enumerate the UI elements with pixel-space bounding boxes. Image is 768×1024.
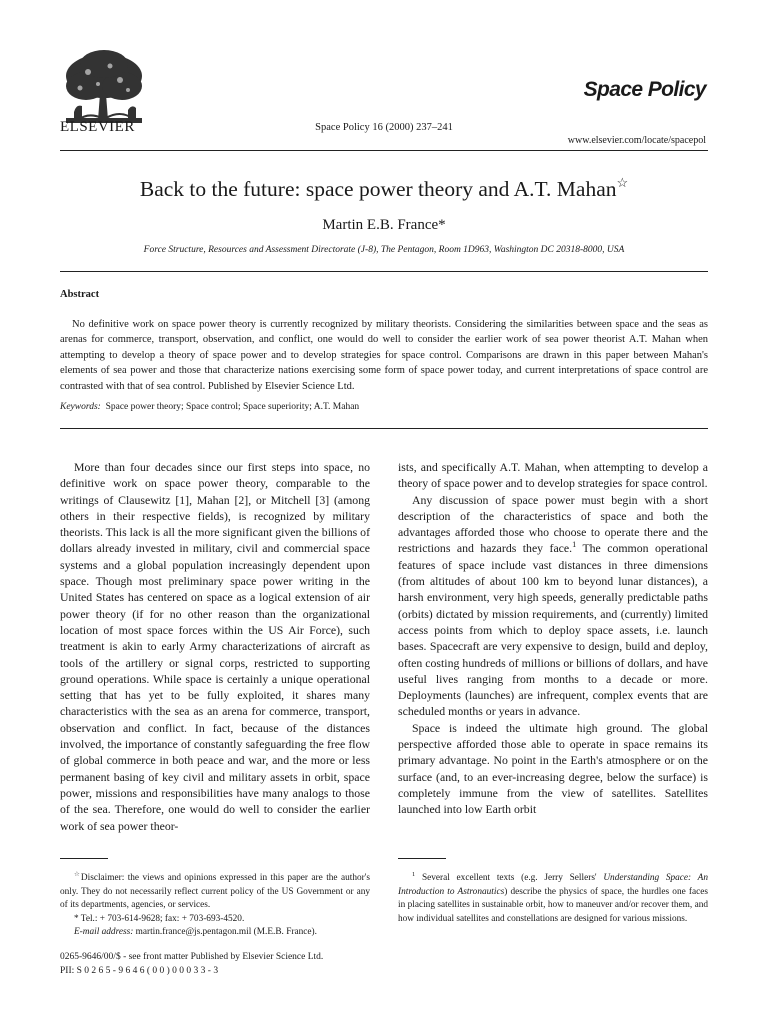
keywords-list: Space power theory; Space control; Space superiority; A.T. Mahan bbox=[105, 402, 360, 412]
journal-name: Space Policy bbox=[583, 78, 706, 101]
pii-line: PII: S 0 2 6 5 - 9 6 4 6 ( 0 0 ) 0 0 0 3 3 - 3 bbox=[60, 965, 219, 976]
keywords bbox=[60, 402, 359, 412]
author-name: Martin E.B. France* bbox=[322, 217, 446, 233]
footnote-divider bbox=[398, 858, 446, 859]
article-title-text: Back to the future: space power theory and A.T. Mahan bbox=[139, 177, 617, 201]
footnote-1 bbox=[398, 872, 708, 926]
body-paragraph: Space is indeed the ultimate high ground. The global perspective afforded those able to operate in space remains its primary advantage. No point in the Earth's atmosphere or on the surface (and, to an ever-increasing degree, below the surface) is completely immune from the view of satellites. Satellites launched into low Earth orbit bbox=[398, 720, 708, 817]
body-paragraph: ists, and specifically A.T. Mahan, when attempting to develop a theory of space power and to develop strategies for space control. bbox=[398, 460, 708, 491]
paragraph-text: Any discussion of space power must begin with a short description of the characteristics of space and both the advantages afforded those who choose to operate there and the restrictions and hazards they face. bbox=[398, 492, 708, 556]
title-footnote-star-icon: ☆ bbox=[616, 175, 629, 190]
paragraph-text: The common operational features of space include vast distances in three dimensions (from altitudes of about 100 km to beyond lunar distances), a harsh environment, very high speeds, generally predictable paths (orbits) dictated by mission requirements, and (currently) limited access points from which to deploy space assets, i.e. launch bases. Spacecraft are very expensive to design, build and deploy, often costing hundreds of millions or billions of dollars, and have useful lives ranging from months to a decade or more. Deployments (launches) are infrequent, complex events that are scheduled months or years in advance. bbox=[398, 541, 709, 719]
footnote-ref[interactable]: 1 bbox=[572, 540, 577, 550]
footnote-text: ) describe the physics of space, the hurdles one faces in placing satellites in sustainable orbit, how to maneuver and/or recover them, and how individual satellites and constellations are designed for various missions. bbox=[398, 886, 708, 924]
footnotes-right bbox=[398, 872, 708, 926]
body-column-right bbox=[398, 459, 708, 818]
front-matter bbox=[60, 951, 323, 978]
email-label: E-mail address: bbox=[74, 927, 134, 938]
journal-url[interactable]: www.elsevier.com/locate/spacepol bbox=[567, 135, 706, 146]
author-affiliation: Force Structure, Resources and Assessment Directorate (J-8), The Pentagon, Room 1D963, Washington DC 20318-8000, USA bbox=[143, 245, 625, 255]
footnotes-left bbox=[60, 872, 370, 940]
body-paragraph bbox=[398, 492, 708, 720]
footnote-book-title: Understanding Space: An Introduction to Astronautics bbox=[398, 873, 708, 897]
abstract-top-divider bbox=[60, 271, 708, 272]
abstract-text: No definitive work on space power theory is currently recognized by military theorists. Considering the similarities between space and the seas as arenas for commerce, transport, observation, and conflict, one would do well to consider the earlier work of sea power theorist A.T. Mahan when attempting to develop a theory of space power and to develop strategies for space control. Comparisons are drawn in this paper between Mahan's elements of sea power and those that characterize nations exercising some form of space power today, and current interpretations of space control are contrasted with that of sea control. Published by Elsevier Science Ltd. bbox=[60, 319, 708, 392]
journal-citation: Space Policy 16 (2000) 237–241 bbox=[315, 122, 453, 133]
email-footnote bbox=[60, 926, 370, 940]
abstract-bottom-divider bbox=[60, 428, 708, 429]
body-column-left bbox=[60, 459, 370, 834]
article-title bbox=[0, 177, 768, 202]
disclaimer-text: Disclaimer: the views and opinions expressed in this paper are the author's only. They do not necessarily reflect current policy of the US Government or any of its departments, agencies, or services. bbox=[60, 873, 371, 911]
email-address[interactable]: martin.france@js.pentagon.mil (M.E.B. France). bbox=[133, 927, 317, 938]
header-divider bbox=[60, 150, 708, 151]
body-paragraph: More than four decades since our first steps into space, no definitive work on space power theory, comparable to the writings of Clausewitz [1], Mahan [2], or Mitchell [3] (among others in their respective fields), is recognized by military theorists. This lack is all the more significant given the billions of dollars already invested in military, civil and commercial space systems and a global population increasingly dependent upon space. Though most preliminary space power writing in the United States has centered on space as a logical extension of air power theory (if for no other reason than the organizational location of most space forces within the US Air Force), such treatment is akin to early Army characterizations of aircraft as tools of the artillery or signal corps, restricted to supporting ground operations. While space is certainly a unique operational setting that has yet to be fully exploited, it shares many characteristics with the sea as an arena for commerce, transport, observation and conflict. In fact, because of the distances involved, the importance of constantly safeguarding the free flow of global commerce in both peace and war, and the more or less permanent basing of key civil and military assets in orbit, space power, missions and responsibilities have many analogs to those of the sea. Therefore, one would do well to consider the earlier work of sea power theor- bbox=[60, 460, 370, 833]
copyright-line: 0265-9646/00/$ - see front matter Published by Elsevier Science Ltd. bbox=[60, 952, 324, 962]
disclaimer-star-icon: ☆ bbox=[74, 870, 81, 878]
keywords-label: Keywords: bbox=[60, 402, 101, 412]
footnote-number: 1 bbox=[412, 870, 416, 878]
footnote-text: Several excellent texts (e.g. Jerry Sellers' bbox=[415, 873, 604, 883]
footnote-divider bbox=[60, 858, 108, 859]
disclaimer-footnote bbox=[60, 872, 370, 913]
contact-footnote: * Tel.: + 703-614-9628; fax: + 703-693-4520. bbox=[74, 913, 245, 924]
abstract-heading: Abstract bbox=[60, 289, 100, 300]
publisher-name: ELSEVIER bbox=[60, 119, 135, 135]
